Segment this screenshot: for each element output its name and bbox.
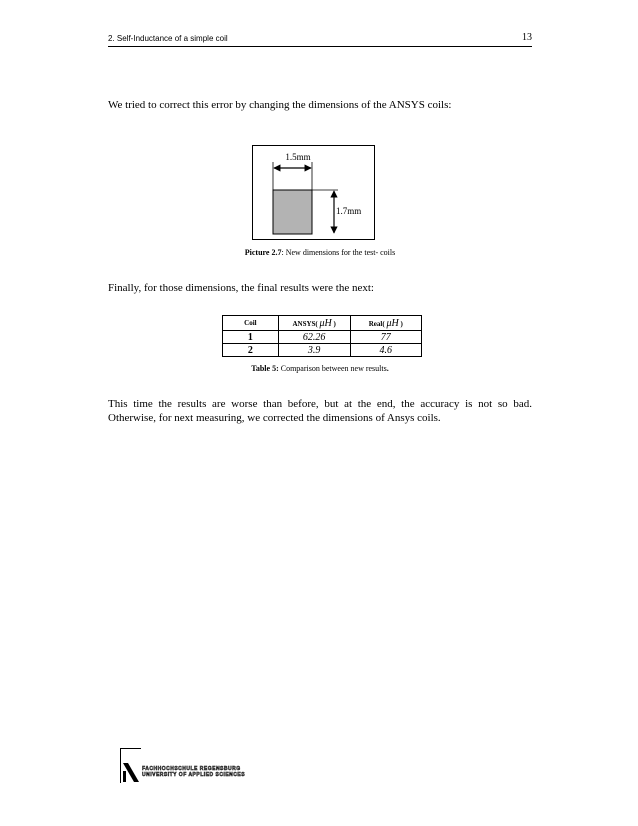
- logo-mark: [120, 748, 141, 783]
- logo-text: [142, 766, 245, 778]
- logo-line-1: FACHHOCHSCHULE REGENSBURG: [142, 766, 241, 772]
- table-caption: [108, 364, 532, 373]
- height-dimension-label: 1.7mm: [336, 206, 362, 216]
- results-table: [222, 315, 422, 357]
- cell-ansys: 3.9: [278, 344, 350, 357]
- width-dimension-label: 1.5mm: [285, 152, 311, 162]
- paragraph-intro: We tried to correct this error by changing the dimensions of the ANSYS coils:: [108, 99, 452, 111]
- cell-coil: 2: [223, 344, 279, 357]
- logo-glyph-icon: [121, 749, 141, 783]
- table-caption-end: .: [386, 364, 389, 373]
- cell-coil: 1: [223, 331, 279, 344]
- figure-caption-label: Picture 2.7: [244, 248, 282, 257]
- cell-real: 4.6: [350, 344, 421, 357]
- header-coil: Coil: [223, 316, 279, 331]
- header-ansys: ANSYS( μH ): [278, 316, 350, 331]
- cell-ansys: 62.26: [278, 331, 350, 344]
- table-row: [223, 344, 422, 357]
- running-header: [108, 33, 532, 47]
- table-header-row: [223, 316, 422, 331]
- figure-caption-text: : New dimensions for the test- coils: [281, 248, 396, 257]
- cell-real: 77: [350, 331, 421, 344]
- figure-caption: [108, 248, 532, 257]
- coil-cross-section: [273, 190, 312, 234]
- header-real: Real( μH ): [350, 316, 421, 331]
- logo-line-2: UNIVERSITY OF APPLIED SCIENCES: [142, 772, 246, 778]
- chapter-title: 2. Self-Inductance of a simple coil: [108, 34, 228, 43]
- table-caption-label: Table 5:: [251, 364, 279, 373]
- table-caption-text: Comparison between new results: [278, 364, 387, 373]
- paragraph-results-intro: Finally, for those dimensions, the final results were the next:: [108, 282, 374, 294]
- paragraph-conclusion: This time the results are worse than before, but at the end, the accuracy is not so bad. Otherwise, for next measuring, we corrected the dimensions of Ansys coils.: [108, 398, 532, 424]
- page-number: 13: [522, 32, 532, 43]
- table-row: [223, 331, 422, 344]
